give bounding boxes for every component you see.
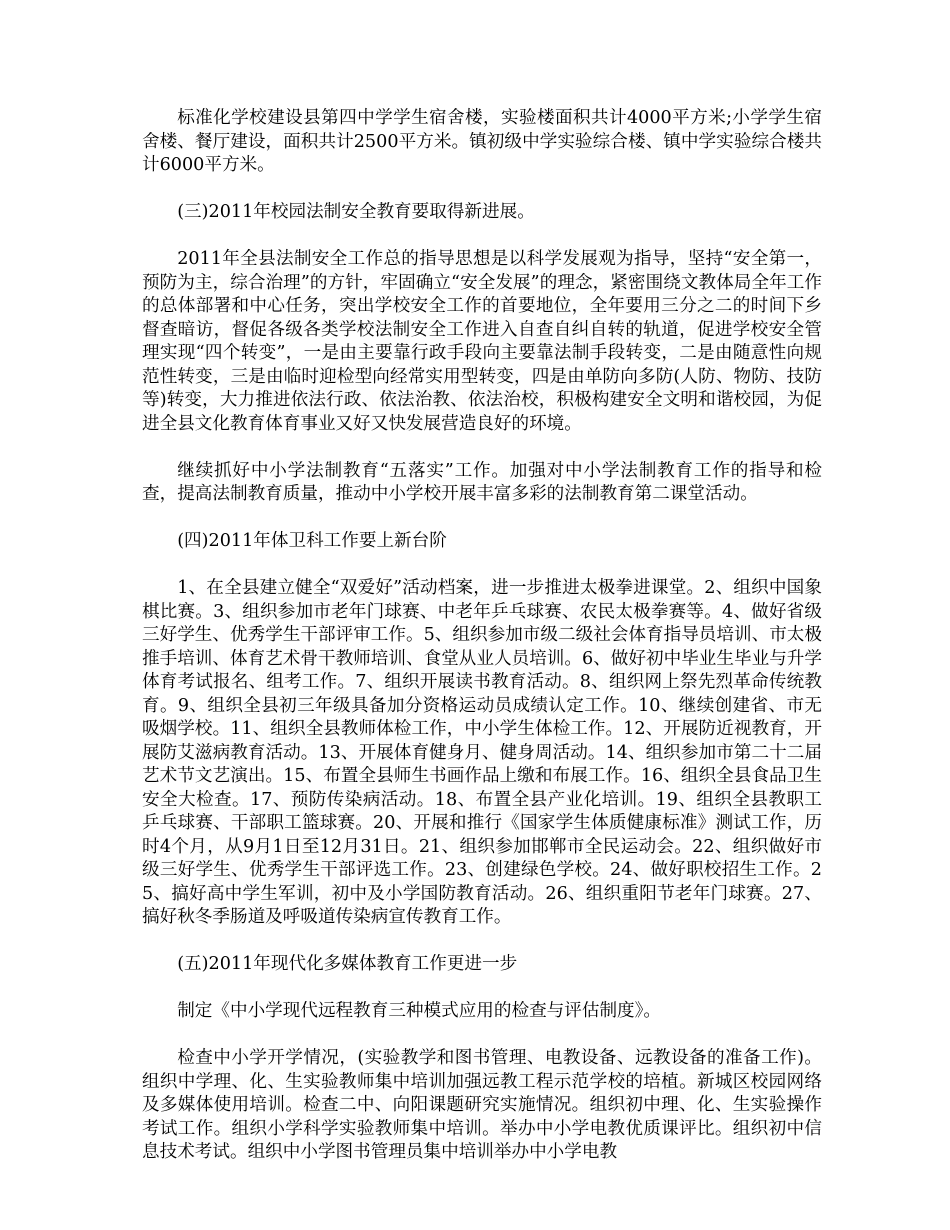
- paragraph-school-construction: 标准化学校建设县第四中学学生宿舍楼，实验楼面积共计4000平方米;小学学生宿舍楼、餐厅建设，面积共计2500平方米。镇初级中学实验综合楼、镇中学实验综合楼共计6000平方米。: [142, 108, 822, 175]
- paragraph-sports-health-tasks: 1、在全县建立健全“双爱好”活动档案，进一步推进太极拳进课堂。2、组织中国象棋比赛。3、组织参加市老年门球赛、中老年乒乓球赛、农民太极拳赛等。4、做好省级三好学生、优秀学生干部评审工作。5、组织参加市级二级社会体育指导员培训、市太极推手培训、体育艺术骨干教师培训、食堂从业人员培训。6、做好初中毕业生毕业与升学体育考试报名、组考工作。7、组织开展读书教育活动。8、组织网上祭先烈革命传统教育。9、组织全县初三年级具备加分资格运动员成绩认定工作。10、继续创建省、市无吸烟学校。11、组织全县教师体检工作，中小学生体检工作。12、开展防近视教育，开展防艾滋病教育活动。13、开展体育健身月、健身周活动。14、组织参加市第二十二届艺术节文艺演出。15、布置全县师生书画作品上缴和布展工作。16、组织全县食品卫生安全大检查。17、预防传染病活动。18、布置全县产业化培训。19、组织全县教职工乒乓球赛、干部职工篮球赛。20、开展和推行《国家学生体质健康标准》测试工作，历时4个月，从9月1日至12月31日。21、组织参加邯郸市全民运动会。22、组织做好市级三好学生、优秀学生干部评选工作。23、创建绿色学校。24、做好职校招生工作。25、搞好高中学生军训，初中及小学国防教育活动。26、组织重阳节老年门球赛。27、搞好秋冬季肠道及呼吸道传染病宣传教育工作。: [142, 578, 822, 927]
- paragraph-remote-education-rule: 制定《中小学现代远程教育三种模式应用的检查与评估制度》。: [177, 1001, 662, 1021]
- paragraph-safety-guideline: 2011年全县法制安全工作总的指导思想是以科学发展观为指导，坚持“安全第一，预防为主，综合治理”的方针，牢固确立“安全发展”的理念，紧密围绕文教体局全年工作的总体部署和中心任务，突出学校安全工作的首要地位，全年要用三分之二的时间下乡督查暗访，督促各级各类学校法制安全工作进入自查自纠自转的轨道，促进学校安全管理实现“四个转变”，一是由主要靠行政手段向主要靠法制手段转变，二是由随意性向规范性转变，三是由临时迎检型向经常实用型转变，四是由单防向多防(人防、物防、技防等)转变，大力推进依法行政、依法治教、依法治校，积极构建安全文明和谐校园，为促进全县文化教育体育事业又好又快发展营造良好的环境。: [142, 249, 822, 434]
- paragraph-school-inspection: 检查中小学开学情况，(实验教学和图书管理、电教设备、远教设备的准备工作)。组织中学理、化、生实验教师集中培训加强远教工程示范学校的培植。新城区校园网络及多媒体使用培训。检查二中、向阳课题研究实施情况。组织初中理、化、生实验操作考试工作。组织小学科学实验教师集中培训。举办中小学电教优质课评比。组织初中信息技术考试。组织中小学图书管理员集中培训举办中小学电教: [142, 1048, 822, 1162]
- document-page: [142, 107, 822, 1188]
- section-heading-3: (三)2011年校园法制安全教育要取得新进展。: [177, 202, 535, 222]
- section-heading-5: (五)2011年现代化多媒体教育工作更进一步: [177, 954, 518, 974]
- paragraph-legal-education: 继续抓好中小学法制教育“五落实”工作。加强对中小学法制教育工作的指导和检查，提高法制教育质量，推动中小学校开展丰富多彩的法制教育第二课堂活动。: [142, 460, 822, 504]
- section-heading-4: (四)2011年体卫科工作要上新台阶: [177, 531, 447, 551]
